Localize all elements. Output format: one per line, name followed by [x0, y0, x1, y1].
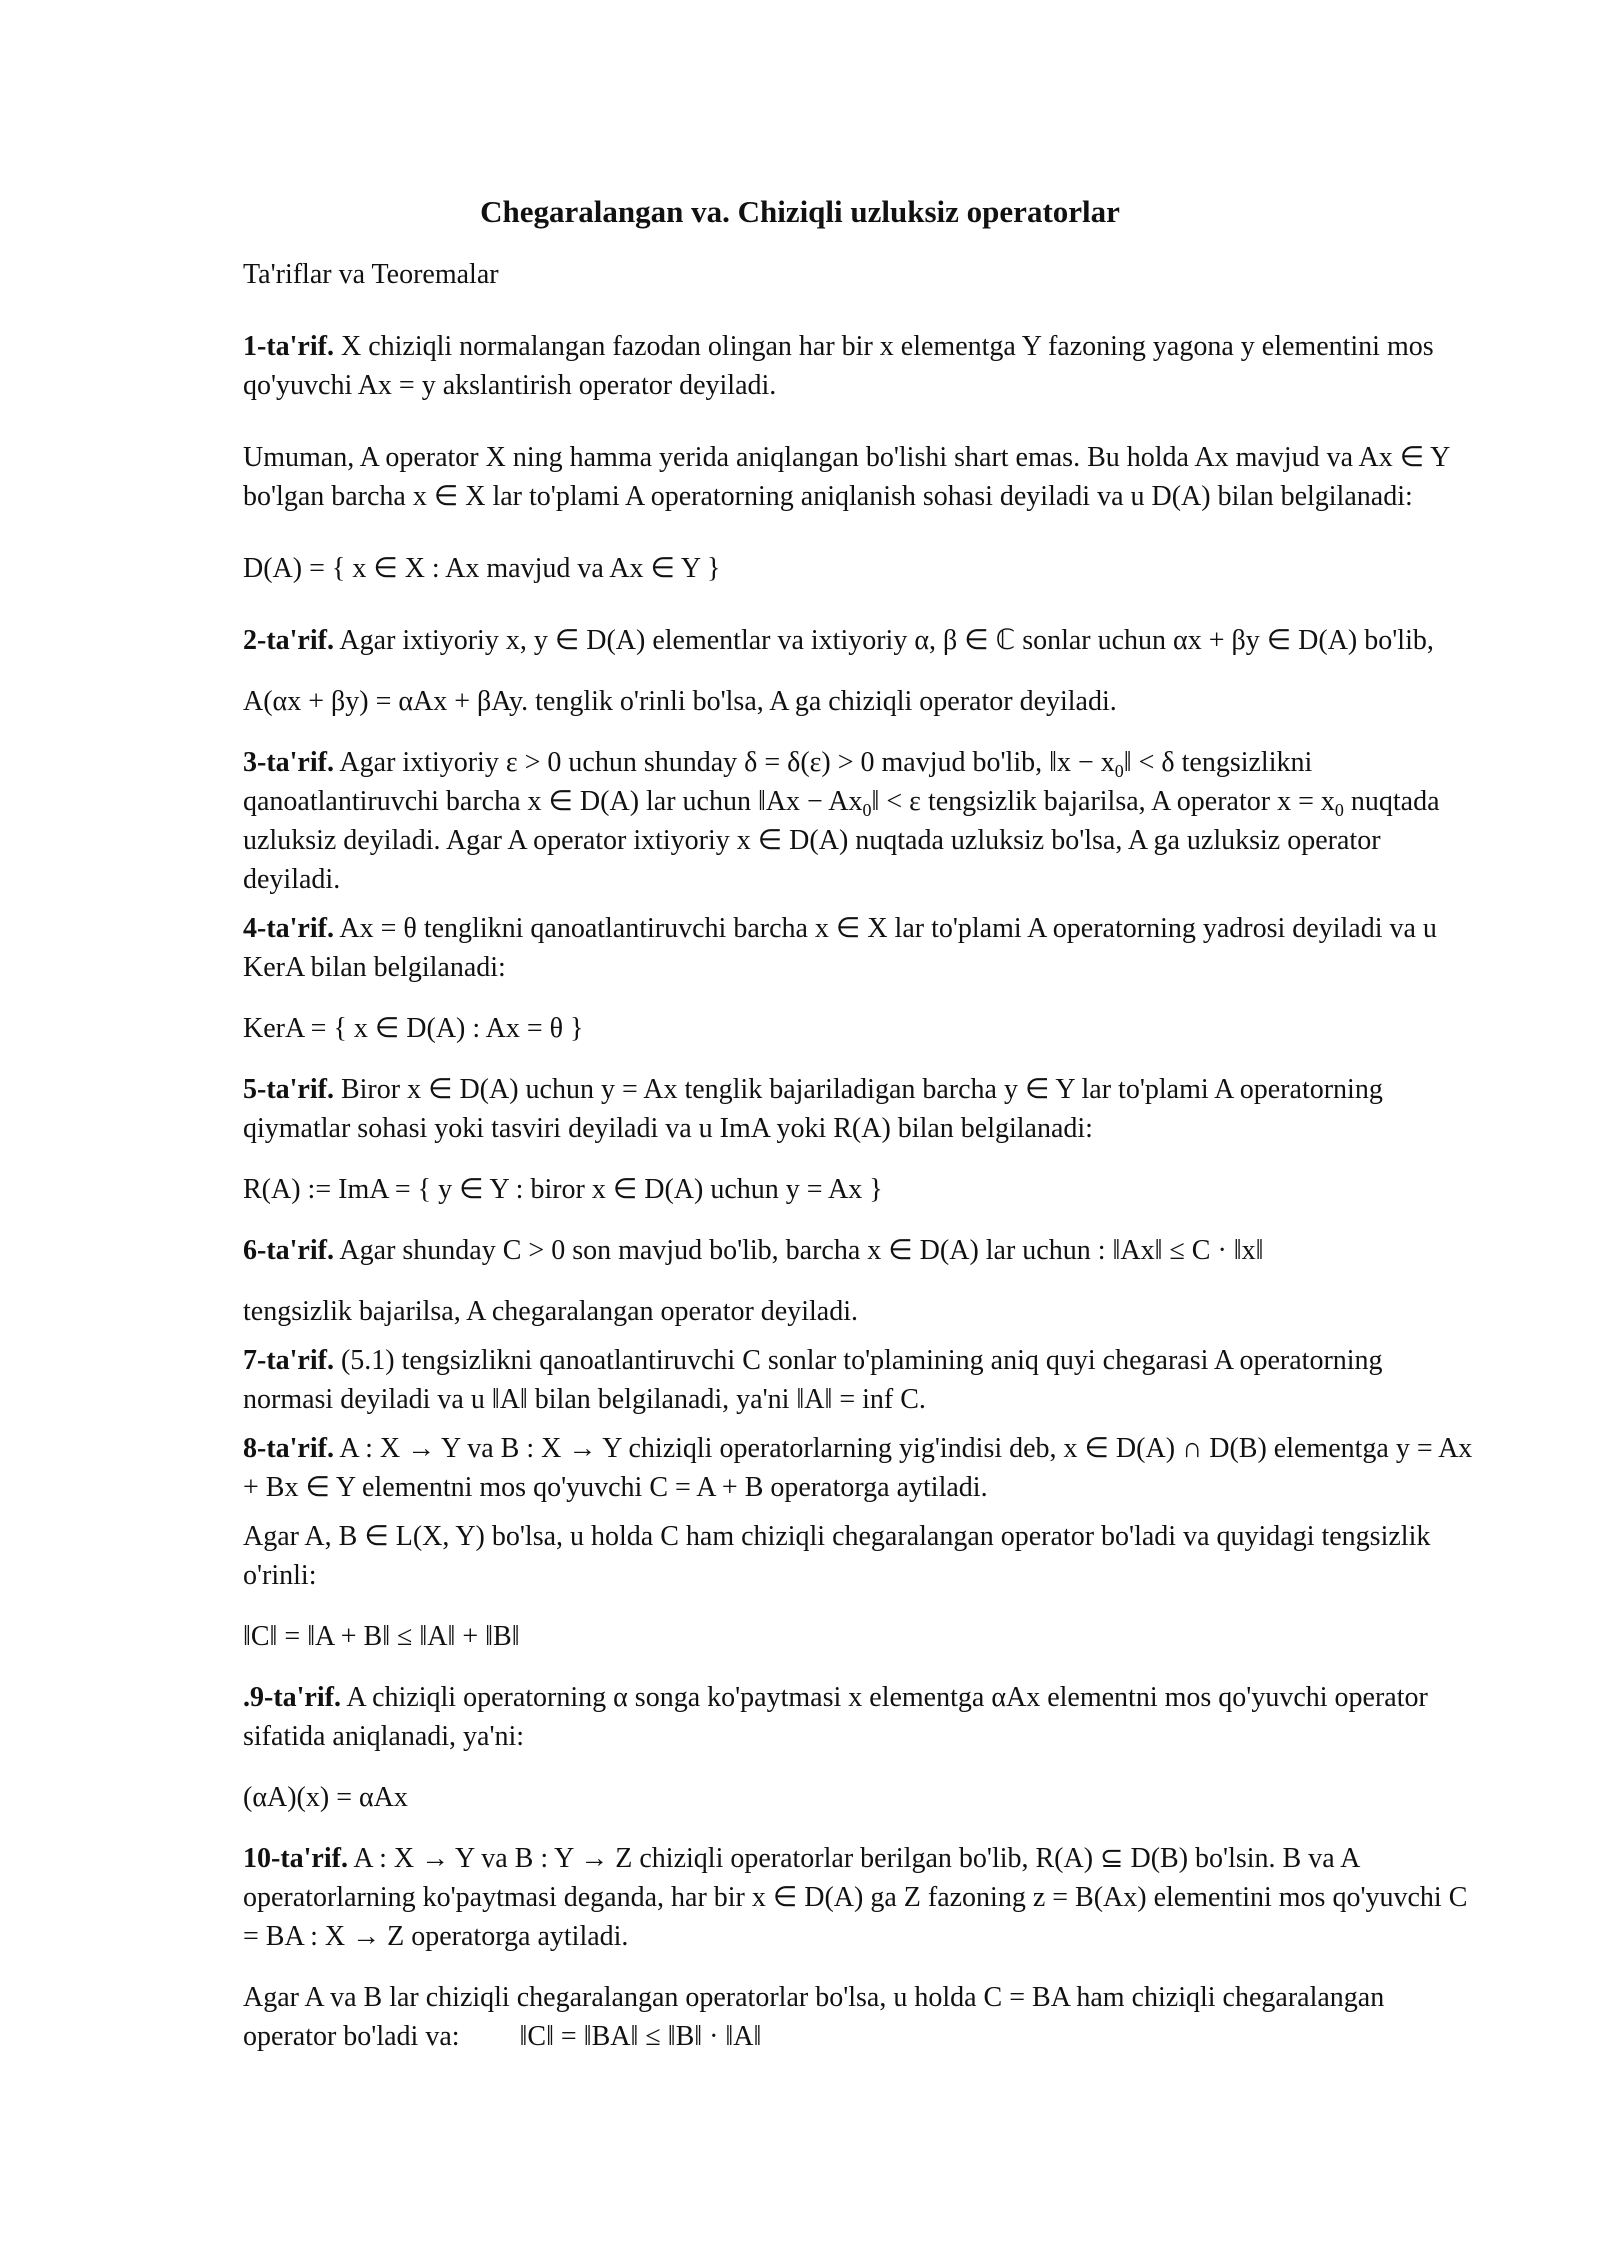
- definition-2-continuation: A(αx + βy) = αAx + βAy. tenglik o'rinli bo'lsa, A ga chiziqli operator deyiladi.: [243, 686, 1117, 717]
- definition-10-label: 10-ta'rif.: [243, 1843, 348, 1874]
- kernel-formula: KerA = { x ∈ D(A) : Ax = θ }: [243, 1013, 584, 1044]
- definition-6-continuation: tengsizlik bajarilsa, A chegaralangan operator deyiladi.: [243, 1296, 858, 1327]
- definition-2-label: 2-ta'rif.: [243, 625, 334, 656]
- definition-8-text: A : X → Y va B : X → Y chiziqli operatorlarning yig'indisi deb, x ∈ D(A) ∩ D(B) elementga y = Ax + Bx ∈ Y elementni mos qo'yuvchi C = A + B operatorga aytiladi.: [243, 1433, 1473, 1503]
- definition-4-label: 4-ta'rif.: [243, 913, 334, 944]
- definition-9-text: A chiziqli operatorning α songa ko'paytmasi x elementga αAx elementni mos qo'yuvchi operator sifatida aniqlanadi, ya'ni:: [243, 1682, 1428, 1752]
- definition-6-label: 6-ta'rif.: [243, 1235, 334, 1266]
- sum-formula: ‖C‖ = ‖A + B‖ ≤ ‖A‖ + ‖B‖: [243, 1621, 520, 1652]
- definition-3-label: 3-ta'rif.: [243, 747, 334, 778]
- definition-6: [243, 1231, 1473, 1270]
- definition-9-label: .9-ta'rif.: [243, 1682, 341, 1713]
- definition-1-label: 1-ta'rif.: [243, 331, 334, 362]
- section-subtitle: Ta'riflar va Teoremalar: [243, 259, 499, 290]
- definition-3-text-2: ‖ < δ tengsizlikni qanoatlantiruvchi barcha x ∈ D(A) lar uchun ‖Ax − Ax: [243, 747, 1313, 817]
- definition-8: [243, 1429, 1473, 1507]
- definition-4: [243, 909, 1473, 987]
- definition-7-text: (5.1) tengsizlikni qanoatlantiruvchi C sonlar to'plamining aniq quyi chegarasi A operatorning normasi deyiladi va u ‖A‖ bilan belgilanadi, ya'ni ‖A‖ = inf C.: [243, 1345, 1383, 1415]
- definition-1: [243, 327, 1473, 405]
- product-paragraph: [243, 1978, 1473, 2056]
- definition-10: [243, 1839, 1473, 1956]
- scalar-formula: (αA)(x) = αAx: [243, 1782, 408, 1813]
- definition-2-text: Agar ixtiyoriy x, y ∈ D(A) elementlar va ixtiyoriy α, β ∈ ℂ sonlar uchun αx + βy ∈ D(A) bo'lib,: [333, 625, 1434, 656]
- definition-8-label: 8-ta'rif.: [243, 1433, 334, 1464]
- definition-3-text-1: Agar ixtiyoriy ε > 0 uchun shunday δ = δ(ε) > 0 mavjud bo'lib, ‖x − x: [333, 747, 1115, 778]
- definition-2: [243, 621, 1473, 660]
- subscript-zero: 0: [1334, 800, 1344, 820]
- definition-3: [243, 743, 1473, 899]
- definition-10-text: A : X → Y va B : Y → Z chiziqli operatorlar berilgan bo'lib, R(A) ⊆ D(B) bo'lsin. B va A operatorlarning ko'paytmasi deganda, har bir x ∈ D(A) ga Z fazoning z = B(Ax) elementini mos qo'yuvchi C = BA : X → Z operatorga aytiladi.: [243, 1843, 1468, 1952]
- definition-3-text-4: nuqtada uzluksiz deyiladi. Agar A operator ixtiyoriy x ∈ D(A) nuqtada uzluksiz bo'lsa, A ga uzluksiz operator deyiladi.: [243, 786, 1440, 895]
- definition-9: [243, 1678, 1473, 1756]
- definition-4-text: Ax = θ tenglikni qanoatlantiruvchi barcha x ∈ X lar to'plami A operatorning yadrosi deyiladi va u KerA bilan belgilanadi:: [243, 913, 1437, 983]
- definition-5: [243, 1070, 1473, 1148]
- definition-7-label: 7-ta'rif.: [243, 1345, 334, 1376]
- domain-formula: D(A) = { x ∈ X : Ax mavjud va Ax ∈ Y }: [243, 553, 721, 584]
- definition-3-text-3: ‖ < ε tengsizlik bajarilsa, A operator x = x: [871, 786, 1335, 817]
- definition-6-text: Agar shunday C > 0 son mavjud bo'lib, barcha x ∈ D(A) lar uchun : ‖Ax‖ ≤ C · ‖x‖: [333, 1235, 1264, 1266]
- subscript-zero: 0: [1114, 761, 1124, 781]
- document-title: Chegaralangan va. Chiziqli uzluksiz operatorlar: [480, 194, 1120, 229]
- product-formula: ‖C‖ = ‖BA‖ ≤ ‖B‖ · ‖A‖: [519, 2021, 762, 2052]
- subscript-zero: 0: [862, 800, 872, 820]
- document-body: [243, 255, 1473, 2056]
- definition-5-text: Biror x ∈ D(A) uchun y = Ax tenglik bajariladigan barcha y ∈ Y lar to'plami A operatorning qiymatlar sohasi yoki tasviri deyiladi va u ImA yoki R(A) bilan belgilanadi:: [243, 1074, 1383, 1144]
- definition-1-text: X chiziqli normalangan fazodan olingan har bir x elementga Y fazoning yagona y elementini mos qo'yuvchi Ax = y akslantirish operator deyiladi.: [243, 331, 1434, 401]
- domain-paragraph: Umuman, A operator X ning hamma yerida aniqlangan bo'lishi shart emas. Bu holda Ax mavjud va Ax ∈ Y bo'lgan barcha x ∈ X lar to'plami A operatorning aniqlanish sohasi deyiladi va u D(A) bilan belgilanadi:: [243, 442, 1450, 512]
- product-paragraph-text: Agar A va B lar chiziqli chegaralangan operatorlar bo'lsa, u holda C = BA ham chiziqli chegaralangan operator bo'ladi va:: [243, 1982, 1385, 2052]
- sum-paragraph: Agar A, B ∈ L(X, Y) bo'lsa, u holda C ham chiziqli chegaralangan operator bo'ladi va quyidagi tengsizlik o'rinli:: [243, 1521, 1431, 1591]
- definition-5-label: 5-ta'rif.: [243, 1074, 334, 1105]
- definition-7: [243, 1341, 1473, 1419]
- image-formula: R(A) := ImA = { y ∈ Y : biror x ∈ D(A) uchun y = Ax }: [243, 1174, 883, 1205]
